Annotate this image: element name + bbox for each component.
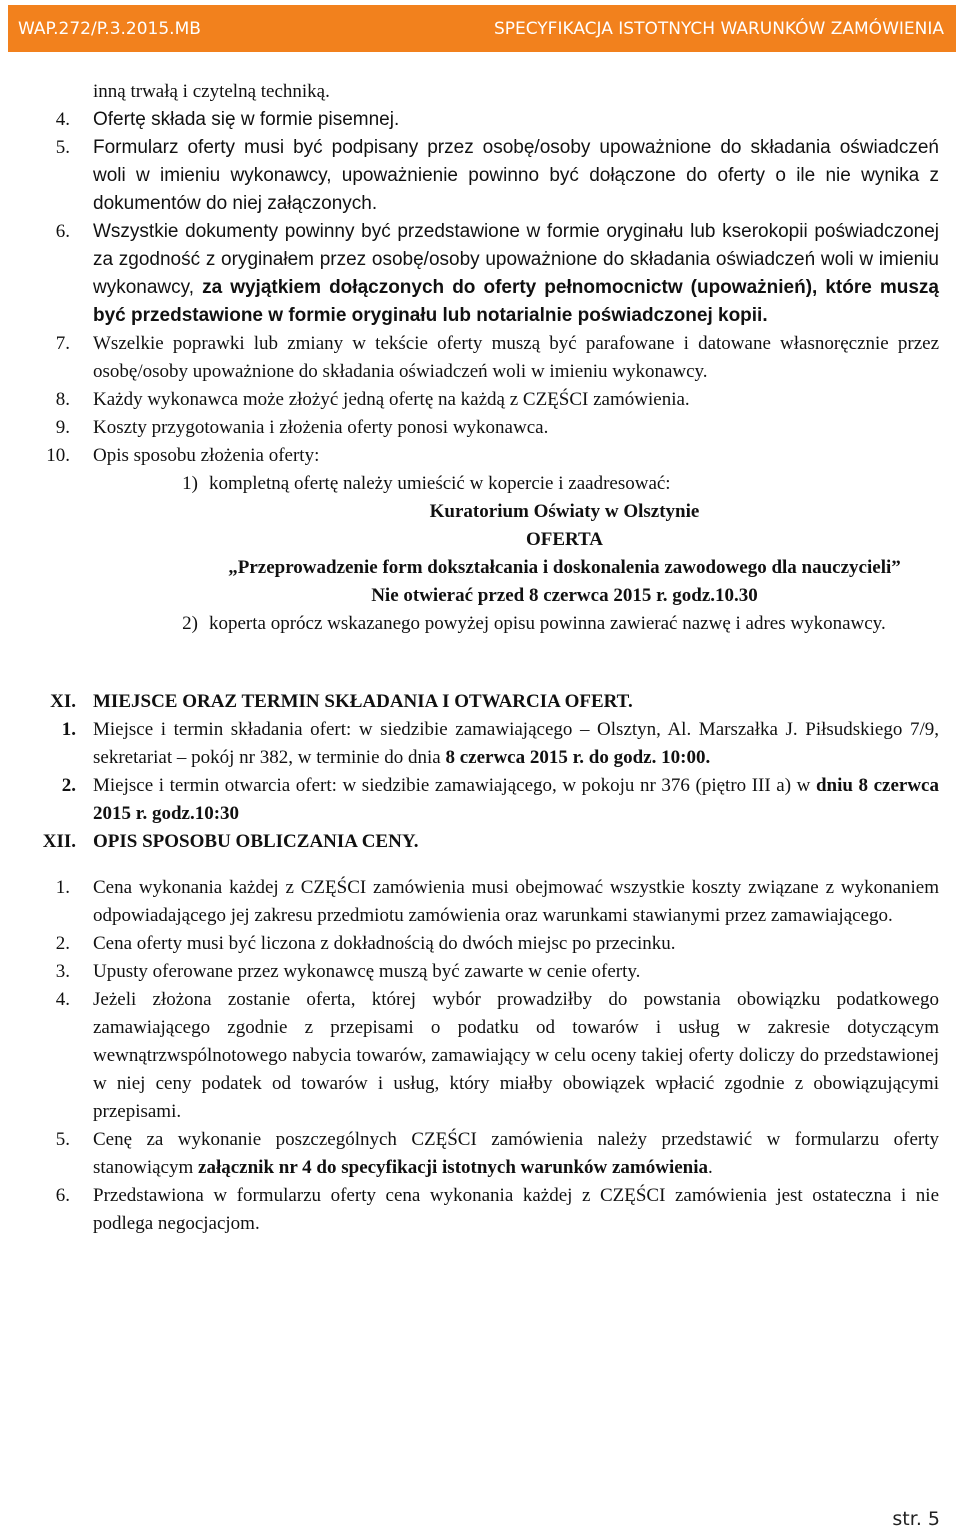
list-item [0, 386, 960, 414]
list-item-text: Opis sposobu złożenia oferty: [93, 445, 320, 466]
list-item [0, 958, 960, 986]
list-item-text: Przedstawiona w formularzu oferty cena wykonania każdej z CZĘŚCI zamówienia jest ostateczna i nie podlega negocjacjom. [93, 1185, 939, 1234]
list-item-text: Formularz oferty musi być podpisany przez osobę/osoby upoważnione do składania oświadczeń woli w imieniu wykonawcy, upoważnienie powinno być dołączone do oferty o ile nie wynika z dokumentów do niej załączonych. [93, 137, 939, 214]
item-text-bold: za wyjątkiem dołączonych do oferty pełnomocnictw (upoważnień), które muszą być przedstawione w formie oryginału lub notarialnie poświadczonej kopii. [93, 277, 939, 326]
list-item-text: Cena oferty musi być liczona z dokładnością do dwóch miejsc po przecinku. [93, 933, 676, 954]
list-item-text: Jeżeli złożona zostanie oferta, której wybór prowadziłby do powstania obowiązku podatkowego zamawiającego zgodnie z przepisami o podatku od towarów i usług w zakresie dotyczącym wewnątrzwspólnotowego nabycia towarów, zamawiający w celu oceny takiej oferty doliczy do przedstawionej w niej ceny podatek od towarów i usług, który miałby obowiązek wpłacić zgodnie z obowiązującymi przepisami. [93, 989, 939, 1122]
list-item [0, 414, 960, 442]
list-number: 1) [182, 473, 198, 494]
list-item-text: inną trwałą i czytelną techniką. [93, 81, 330, 102]
list-item [0, 78, 960, 106]
section-number: XI. [50, 691, 76, 712]
list-number: 1. [55, 877, 70, 898]
list-number: 4. [55, 109, 70, 130]
list-number: 3. [55, 961, 70, 982]
list-number: 7. [55, 333, 70, 354]
list-item [0, 134, 960, 218]
list-number: 10. [46, 445, 70, 466]
list-number: 2) [182, 613, 198, 634]
list-item-text [93, 1126, 939, 1182]
list-number: 2. [61, 775, 76, 796]
list-item [0, 218, 960, 330]
envelope-address-line: OFERTA [525, 529, 604, 550]
list-item-text: Każdy wykonawca może złożyć jedną ofertę na każdą z CZĘŚCI zamówienia. [93, 389, 690, 410]
item-text-regular: Wszystkie dokumenty powinny być przedstawione w formie oryginału lub kserokopii poświadczonej za zgodność z oryginałem przez osobę/osoby upoważnione do składania oświadczeń woli w imieniu wykonawcy, [93, 221, 939, 298]
item-text-regular: Cenę za wykonanie poszczególnych CZĘŚCI zamówienia należy przedstawić w formularzu oferty stanowiącym [93, 1129, 939, 1178]
item-text-regular: Miejsce i termin otwarcia ofert: w siedzibie zamawiającego, w pokoju nr 376 (piętro III a) w [93, 775, 816, 796]
section-heading [0, 688, 960, 716]
list-number: 5. [55, 1129, 70, 1150]
item-text-bold: dniu 8 czerwca 2015 r. godz.10:30 [93, 775, 939, 824]
list-item-text: Wszelkie poprawki lub zmiany w tekście oferty muszą być parafowane i datowane własnoręcznie przez osobę/osoby upoważnione do składania oświadczeń woli w imieniu wykonawcy. [93, 333, 939, 382]
list-item [0, 1182, 960, 1238]
list-item [0, 930, 960, 958]
envelope-address-line: „Przeprowadzenie form dokształcania i doskonalenia zawodowego dla nauczycieli” [228, 557, 901, 578]
list-item-text: Ofertę składa się w formie pisemnej. [93, 109, 400, 130]
section-heading [0, 828, 960, 856]
page-header [8, 5, 956, 52]
list-item [0, 716, 960, 772]
sub-list-item [0, 470, 960, 498]
list-item-text: Koszty przygotowania i złożenia oferty ponosi wykonawca. [93, 417, 549, 438]
section-title: MIEJSCE ORAZ TERMIN SKŁADANIA I OTWARCIA OFERT. [93, 691, 633, 712]
item-text-bold: 8 czerwca 2015 r. do godz. 10:00. [445, 747, 711, 768]
document-reference: WAP.272/P.3.2015.MB [18, 18, 201, 39]
section-number: XII. [42, 831, 76, 852]
list-number: 2. [55, 933, 70, 954]
envelope-address-line: Kuratorium Oświaty w Olsztynie [429, 501, 700, 522]
item-text-regular: Miejsce i termin składania ofert: w siedzibie zamawiającego – Olsztyn, Al. Marszałka J. Piłsudskiego 7/9, sekretariat – pokój nr 382, w terminie do dnia [93, 719, 939, 768]
list-item-text [93, 218, 939, 330]
list-item-text [93, 716, 939, 772]
list-item-text: Cena wykonania każdej z CZĘŚCI zamówienia musi obejmować wszystkie koszty związane z wykonaniem odpowiadającego jej zakresu przedmiotu zamówienia oraz warunkami stawianymi przez zamawiającego. [93, 877, 939, 926]
list-item [0, 442, 960, 470]
list-item-text: Upusty oferowane przez wykonawcę muszą być zawarte w cenie oferty. [93, 961, 641, 982]
list-item [0, 772, 960, 828]
list-number: 9. [55, 417, 70, 438]
item-text-bold: załącznik nr 4 do specyfikacji istotnych warunków zamówienia [198, 1157, 709, 1178]
list-item-text [93, 772, 939, 828]
document-body [0, 78, 960, 1238]
list-number: 8. [55, 389, 70, 410]
item-text-regular: . [708, 1157, 713, 1178]
list-item-text: kompletną ofertę należy umieścić w kopercie i zaadresować: [209, 473, 671, 494]
spacer [0, 638, 960, 688]
list-number: 4. [55, 989, 70, 1010]
list-number: 6. [55, 1185, 70, 1206]
list-item [0, 986, 960, 1126]
list-item [0, 106, 960, 134]
section-title: OPIS SPOSOBU OBLICZANIA CENY. [93, 831, 419, 852]
spacer [0, 856, 960, 874]
list-item [0, 874, 960, 930]
document-title: SPECYFIKACJA ISTOTNYCH WARUNKÓW ZAMÓWIENIA [493, 18, 944, 39]
sub-list-item [0, 610, 960, 638]
list-item-text: koperta oprócz wskazanego powyżej opisu powinna zawierać nazwę i adres wykonawcy. [209, 613, 886, 634]
envelope-address-line: Nie otwierać przed 8 czerwca 2015 r. godz.10.30 [371, 585, 758, 606]
page-number: str. 5 [892, 1508, 940, 1530]
list-number: 1. [61, 719, 76, 740]
list-item [0, 1126, 960, 1182]
list-number: 5. [55, 137, 70, 158]
list-item [0, 330, 960, 386]
list-number: 6. [55, 221, 70, 242]
